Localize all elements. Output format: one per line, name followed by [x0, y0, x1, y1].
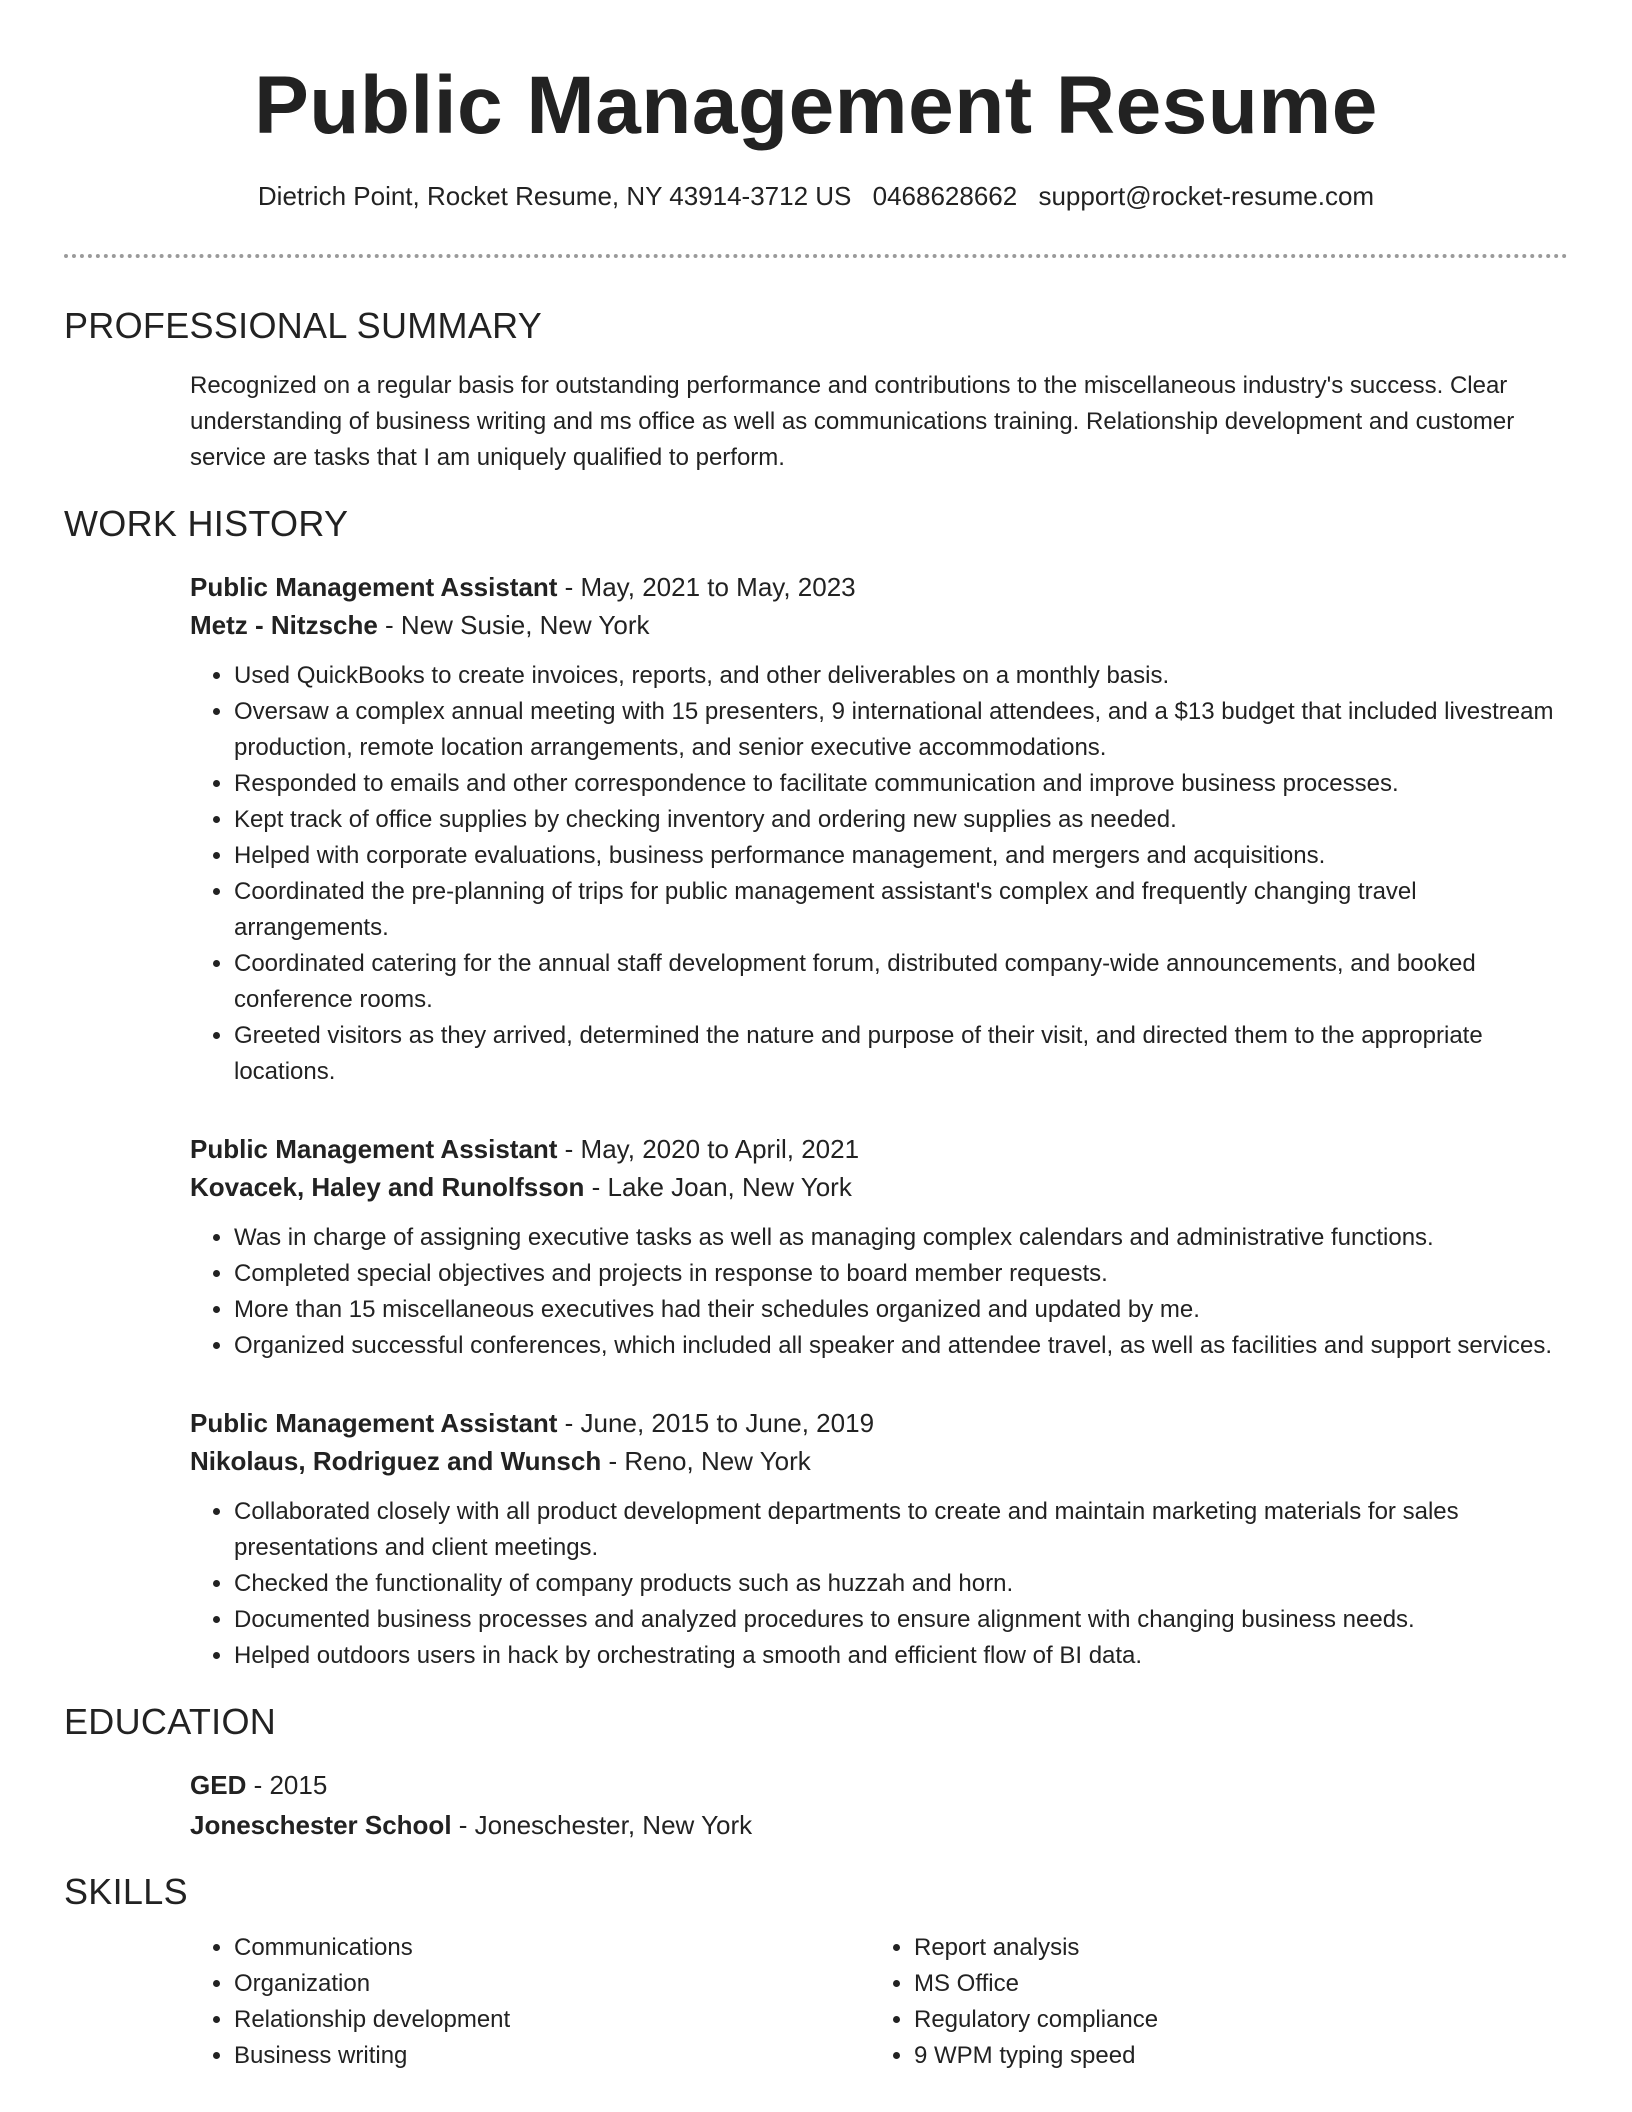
job-company: Kovacek, Haley and Runolfsson	[190, 1172, 585, 1202]
job-bullet: • Responded to emails and other correspondence to facilitate communication and improve business processes.	[234, 766, 1568, 802]
job-entry	[190, 1404, 1568, 1674]
section-title-summary: PROFESSIONAL SUMMARY	[64, 305, 543, 346]
school-line	[190, 1806, 1568, 1844]
job-bullet: • Documented business processes and analyzed procedures to ensure alignment with changing business needs.	[234, 1602, 1568, 1638]
skills-bullets-right	[870, 1930, 1550, 2074]
skills-list	[190, 1930, 1568, 2074]
job-bullet: • Kept track of office supplies by checking inventory and ordering new supplies as needed.	[234, 802, 1568, 838]
job-title-line	[190, 568, 1568, 606]
degree-line	[190, 1766, 1568, 1804]
skill-item: • Regulatory compliance	[914, 2002, 1550, 2038]
job-bullet: • More than 15 miscellaneous executives had their schedules organized and updated by me.	[234, 1292, 1568, 1328]
education-entry	[190, 1766, 1568, 1844]
skill-item: • MS Office	[914, 1966, 1550, 2002]
summary-text: Recognized on a regular basis for outstanding performance and contributions to the miscellaneous industry's success. Clear understanding of business writing and ms office as well as communications training. Relationship development and customer service are tasks that I am uniquely qualified to perform.	[190, 372, 1515, 471]
job-location: - Lake Joan, New York	[584, 1172, 852, 1202]
skills-column-right	[870, 1930, 1550, 2074]
resume-page	[64, 0, 1568, 2074]
job-bullet: • Organized successful conferences, which included all speaker and attendee travel, as well as facilities and support services.	[234, 1328, 1568, 1364]
job-entry	[190, 1130, 1568, 1364]
skill-item: • Business writing	[234, 2038, 870, 2074]
job-entry	[190, 568, 1568, 1090]
job-bullet: • Was in charge of assigning executive tasks as well as managing complex calendars and administrative functions.	[234, 1220, 1568, 1256]
school-location: - Joneschester, New York	[451, 1810, 753, 1840]
skills-column-left	[190, 1930, 870, 2074]
job-location: - New Susie, New York	[377, 610, 650, 640]
job-bullet: • Coordinated catering for the annual staff development forum, distributed company-wide announcements, and booked conference rooms.	[234, 946, 1568, 1018]
header-divider	[64, 254, 1568, 258]
job-company: Metz - Nitzsche	[190, 610, 378, 640]
job-dates: - May, 2021 to May, 2023	[557, 572, 856, 602]
degree-name: GED	[190, 1770, 247, 1800]
section-title-work-history: WORK HISTORY	[64, 503, 349, 544]
skills-bullets-left	[190, 1930, 870, 2074]
job-bullet: • Used QuickBooks to create invoices, reports, and other deliverables on a monthly basis.	[234, 658, 1568, 694]
job-bullets	[190, 658, 1568, 1090]
job-bullets	[190, 1220, 1568, 1364]
job-bullet: • Oversaw a complex annual meeting with 15 presenters, 9 international attendees, and a $13 budget that included livestream production, remote location arrangements, and senior executive accommodations.	[234, 694, 1568, 766]
skill-item: • Organization	[234, 1966, 870, 2002]
job-title-line	[190, 1130, 1568, 1168]
job-company: Nikolaus, Rodriguez and Wunsch	[190, 1446, 602, 1476]
job-company-line	[190, 606, 1568, 644]
job-bullet: • Greeted visitors as they arrived, determined the nature and purpose of their visit, and directed them to the appropriate locations.	[234, 1018, 1568, 1090]
contact-line	[64, 180, 1568, 212]
job-bullet: • Completed special objectives and projects in response to board member requests.	[234, 1256, 1568, 1292]
job-role: Public Management Assistant	[190, 1408, 558, 1438]
job-bullet: • Checked the functionality of company products such as huzzah and horn.	[234, 1566, 1568, 1602]
job-company-line	[190, 1168, 1568, 1206]
job-title-line	[190, 1404, 1568, 1442]
skill-item: • Communications	[234, 1930, 870, 1966]
job-bullet: • Helped with corporate evaluations, business performance management, and mergers and acquisitions.	[234, 838, 1568, 874]
job-location: - Reno, New York	[601, 1446, 811, 1476]
section-title-skills: SKILLS	[64, 1871, 188, 1912]
contact-address: Dietrich Point, Rocket Resume, NY 43914-3712 US	[257, 181, 852, 211]
contact-email: support@rocket-resume.com	[1038, 181, 1375, 211]
job-dates: - May, 2020 to April, 2021	[557, 1134, 860, 1164]
resume-title: Public Management Resume	[254, 60, 1378, 151]
job-role: Public Management Assistant	[190, 1134, 558, 1164]
contact-phone: 0468628662	[872, 181, 1018, 211]
school-name: Joneschester School	[190, 1810, 452, 1840]
skill-item: • Relationship development	[234, 2002, 870, 2038]
skill-item: • 9 WPM typing speed	[914, 2038, 1550, 2074]
job-bullet: • Coordinated the pre-planning of trips for public management assistant's complex and frequently changing travel arrangements.	[234, 874, 1568, 946]
degree-year: - 2015	[246, 1770, 328, 1800]
job-bullet: • Helped outdoors users in hack by orchestrating a smooth and efficient flow of BI data.	[234, 1638, 1568, 1674]
section-title-education: EDUCATION	[64, 1701, 277, 1742]
skill-item: • Report analysis	[914, 1930, 1550, 1966]
job-bullets	[190, 1494, 1568, 1674]
job-dates: - June, 2015 to June, 2019	[557, 1408, 875, 1438]
job-company-line	[190, 1442, 1568, 1480]
job-bullet: • Collaborated closely with all product development departments to create and maintain marketing materials for sales presentations and client meetings.	[234, 1494, 1568, 1566]
job-role: Public Management Assistant	[190, 572, 558, 602]
